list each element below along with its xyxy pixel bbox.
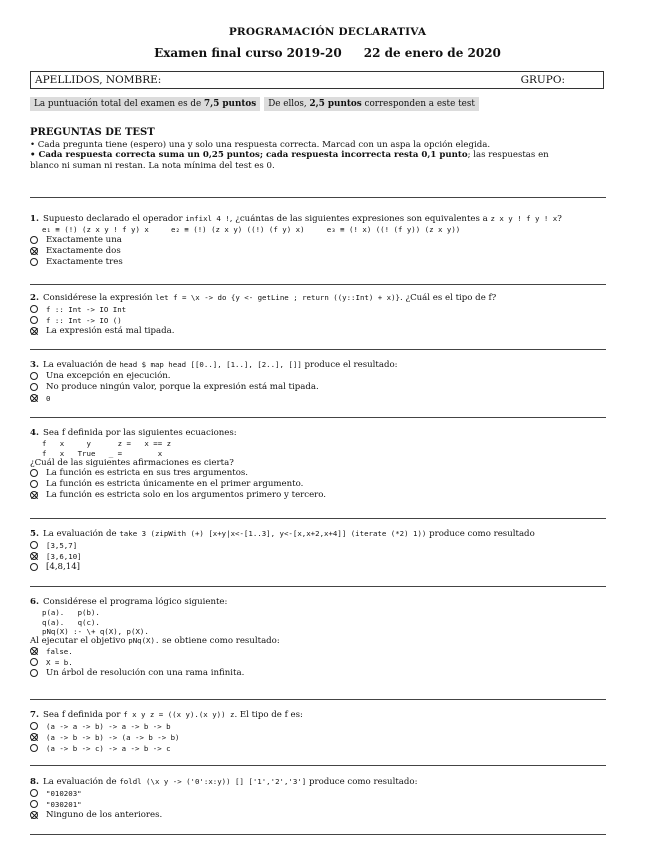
question-stem: 5. La evaluación de take 3 (zipWith (+) [x+y|x<-[1..3], y<-[x,x+2,x+4]] (iterate (*2) 1)) produce como resultado: [30, 529, 535, 539]
question-6: [30, 597, 610, 679]
divider: [30, 765, 606, 766]
radio-circle-icon[interactable]: [30, 541, 38, 549]
answer-option[interactable]: No produce ningún valor, porque la expresión está mal tipada.: [30, 382, 610, 393]
exam-subtitle: [0, 46, 655, 61]
answer-option[interactable]: X = b.: [30, 657, 610, 668]
question-stem: 4. Sea f definida por las siguientes ecuaciones:: [30, 428, 237, 438]
crossed-circle-icon[interactable]: [30, 552, 38, 560]
answer-option[interactable]: (a -> a -> b) -> a -> b -> b: [30, 721, 610, 732]
answer-option[interactable]: La función es estricta únicamente en el primer argumento.: [30, 479, 610, 490]
exam-name: Examen final curso 2019-20: [154, 46, 342, 60]
code-line: p(a). p(b).: [42, 608, 100, 618]
radio-circle-icon[interactable]: [30, 480, 38, 488]
radio-circle-icon[interactable]: [30, 658, 38, 666]
group-label: GRUPO:: [520, 74, 565, 86]
divider: [30, 699, 606, 700]
exam-course-title: PROGRAMACIÓN DECLARATIVA: [228, 26, 427, 38]
answer-option[interactable]: La función es estricta en sus tres argumentos.: [30, 468, 610, 479]
answer-option[interactable]: La expresión está mal tipada.: [30, 326, 610, 337]
answer-option[interactable]: Ninguno de los anteriores.: [30, 810, 610, 821]
total-score-note: La puntuación total del examen es de 7,5 puntos: [30, 97, 260, 111]
question-4: [30, 428, 610, 501]
question-5: [30, 529, 610, 573]
score-info: [30, 99, 483, 110]
question-prompt: ¿Cuál de las siguientes afirmaciones es cierta?: [30, 457, 234, 468]
answer-option[interactable]: Exactamente dos: [30, 246, 610, 257]
code-block: e₁ ≡ (!) (z x y ! f y) x e₂ ≡ (!) (z x y) ((!) (f y) x) e₃ ≡ (! x) ((! (f y)) (z x y)): [42, 225, 461, 235]
code-line: q(a). q(c).: [42, 617, 100, 627]
divider: [30, 834, 606, 835]
question-stem: 3. La evaluación de head $ map head [[0..], [1..], [2..], []] produce el resultado:: [30, 360, 398, 370]
rule-1: • Cada pregunta tiene (espero) una y solo una respuesta correcta. Marcad con un aspa la opción elegida.: [30, 140, 491, 150]
question-stem: 7. Sea f definida por f x y z = ((x y).(x y)) z. El tipo de f es:: [30, 710, 303, 720]
test-score-note: De ellos, 2,5 puntos corresponden a este test: [264, 97, 479, 111]
answer-option[interactable]: [4,8,14]: [30, 562, 610, 573]
crossed-circle-icon[interactable]: [30, 247, 38, 255]
radio-circle-icon[interactable]: [30, 383, 38, 391]
radio-circle-icon[interactable]: [30, 305, 38, 313]
answer-option[interactable]: (a -> b -> b) -> (a -> b -> b): [30, 732, 610, 743]
code-line: f x True _ = x: [42, 448, 163, 458]
answer-option[interactable]: "030201": [30, 799, 610, 810]
radio-circle-icon[interactable]: [30, 316, 38, 324]
question-8: [30, 777, 610, 821]
question-prompt: Al ejecutar el objetivo pNq(X). se obtiene como resultado:: [30, 635, 280, 646]
divider: [30, 284, 606, 285]
name-label: APELLIDOS, NOMBRE:: [35, 74, 162, 86]
rule-2: • Cada respuesta correcta suma un 0,25 puntos; cada respuesta incorrecta resta 0,1 punto; las respuestas en: [30, 150, 549, 161]
answer-option[interactable]: f :: Int -> IO (): [30, 315, 610, 326]
answer-option[interactable]: false.: [30, 646, 610, 657]
answer-option[interactable]: Un árbol de resolución con una rama infinita.: [30, 668, 610, 679]
answer-option[interactable]: [3,6,10]: [30, 551, 610, 562]
radio-circle-icon[interactable]: [30, 669, 38, 677]
radio-circle-icon[interactable]: [30, 800, 38, 808]
question-stem: 1. Supuesto declarado el operador infixl 4 !, ¿cuántas de las siguientes expresiones son equivalentes a z x y ! f y ! x?: [30, 214, 562, 224]
radio-circle-icon[interactable]: [30, 258, 38, 266]
answer-option[interactable]: Una excepción en ejecución.: [30, 371, 610, 382]
crossed-circle-icon[interactable]: [30, 327, 38, 335]
question-1: [30, 214, 610, 268]
test-rules: [30, 140, 610, 171]
radio-circle-icon[interactable]: [30, 469, 38, 477]
answer-option[interactable]: f :: Int -> IO Int: [30, 304, 610, 315]
question-3: [30, 360, 610, 404]
radio-circle-icon[interactable]: [30, 236, 38, 244]
question-2: [30, 293, 610, 337]
answer-option[interactable]: Exactamente tres: [30, 257, 610, 268]
radio-circle-icon[interactable]: [30, 789, 38, 797]
crossed-circle-icon[interactable]: [30, 647, 38, 655]
answer-option[interactable]: Exactamente una: [30, 235, 610, 246]
question-stem: 6. Considérese el programa lógico siguiente:: [30, 597, 228, 607]
crossed-circle-icon[interactable]: [30, 394, 38, 402]
radio-circle-icon[interactable]: [30, 722, 38, 730]
divider: [30, 417, 606, 418]
exam-date: 22 de enero de 2020: [363, 46, 501, 60]
answer-option[interactable]: [3,5,7]: [30, 540, 610, 551]
radio-circle-icon[interactable]: [30, 563, 38, 571]
question-stem: 2. Considérese la expresión let f = \x -> do {y <- getLine ; return ((y::Int) + x)}. ¿Cuál es el tipo de f?: [30, 293, 497, 303]
student-info-box[interactable]: [30, 71, 604, 89]
divider: [30, 197, 606, 198]
divider: [30, 518, 606, 519]
answer-option[interactable]: 0: [30, 393, 610, 404]
divider: [30, 586, 606, 587]
rule-3: blanco ni suman ni restan. La nota mínima del test es 0.: [30, 160, 275, 171]
divider: [30, 349, 606, 350]
code-line: pNq(X) :- \+ q(X), p(X).: [42, 626, 149, 636]
section-title: PREGUNTAS DE TEST: [30, 127, 155, 138]
answer-option[interactable]: La función es estricta solo en los argumentos primero y tercero.: [30, 490, 610, 501]
radio-circle-icon[interactable]: [30, 372, 38, 380]
crossed-circle-icon[interactable]: [30, 491, 38, 499]
answer-option[interactable]: "010203": [30, 788, 610, 799]
radio-circle-icon[interactable]: [30, 744, 38, 752]
answer-option[interactable]: (a -> b -> c) -> a -> b -> c: [30, 743, 610, 754]
question-stem: 8. La evaluación de foldl (\x y -> ('0':x:y)) [] ['1','2','3'] produce como resultado:: [30, 777, 418, 787]
question-7: [30, 710, 610, 754]
crossed-circle-icon[interactable]: [30, 811, 38, 819]
code-line: f x y z = x == z: [42, 439, 172, 449]
crossed-circle-icon[interactable]: [30, 733, 38, 741]
